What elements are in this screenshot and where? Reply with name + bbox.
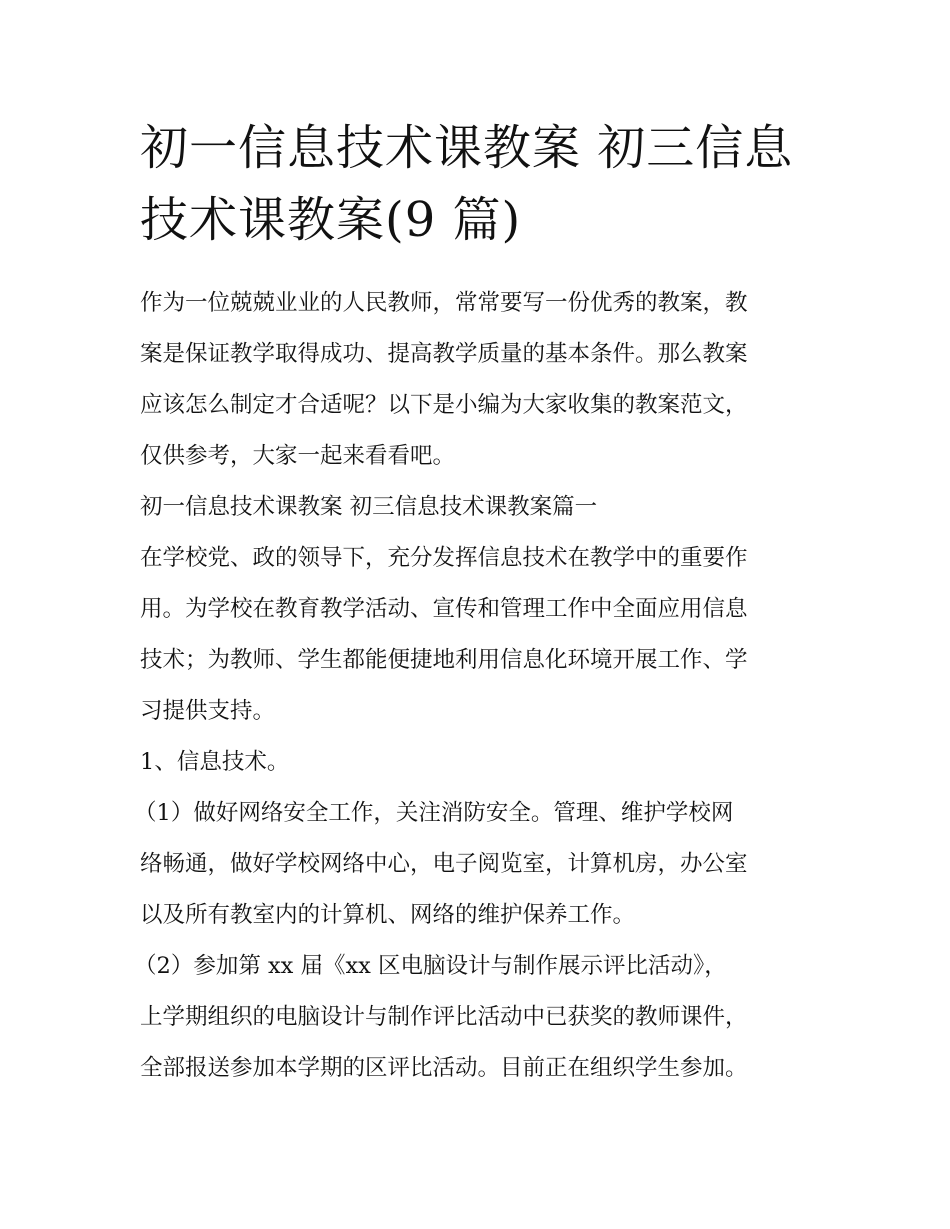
list-item-2-cont: 全部报送参加本学期的区评比活动。目前正在组织学生参加。 [140,1055,748,1081]
list-item-1-cont: 以及所有教室内的计算机、网络的维护保养工作。 [140,902,636,928]
list-item-2-cont: 上学期组织的电脑设计与制作评比活动中已获奖的教师课件， [140,1004,748,1030]
list-item-1: （1）做好网络安全工作，关注消防安全。管理、维护学校网 [134,800,734,826]
title-line-2: 技术课教案(9 篇) [140,192,522,248]
section-heading: 初一信息技术课教案 初三信息技术课教案篇一 [140,494,598,520]
intro-line-1: 作为一位兢兢业业的人民教师，常常要写一份优秀的教案，教 [140,290,748,316]
title-line-1: 初一信息技术课教案 初三信息 [140,120,794,176]
document-body [134,278,830,1094]
document-title [140,112,830,256]
intro-line-2: 案是保证教学取得成功、提高教学质量的基本条件。那么教案 [140,341,748,367]
list-item-1-cont: 络畅通，做好学校网络中心，电子阅览室，计算机房，办公室 [140,851,748,877]
intro-line-3: 应该怎么制定才合适呢？以下是小编为大家收集的教案范文， [140,392,748,418]
paragraph-line: 习提供支持。 [140,698,276,724]
intro-line-4: 仅供参考，大家一起来看看吧。 [140,443,456,469]
list-heading: 1、信息技术。 [140,749,290,775]
paragraph-line: 用。为学校在教育教学活动、宣传和管理工作中全面应用信息 [140,596,748,622]
paragraph-line: 技术；为教师、学生都能便捷地利用信息化环境开展工作、学 [140,647,748,673]
list-item-2: （2）参加第 xx 届《xx 区电脑设计与制作展示评比活动》， [134,953,727,979]
paragraph-line: 在学校党、政的领导下，充分发挥信息技术在教学中的重要作 [140,545,748,571]
